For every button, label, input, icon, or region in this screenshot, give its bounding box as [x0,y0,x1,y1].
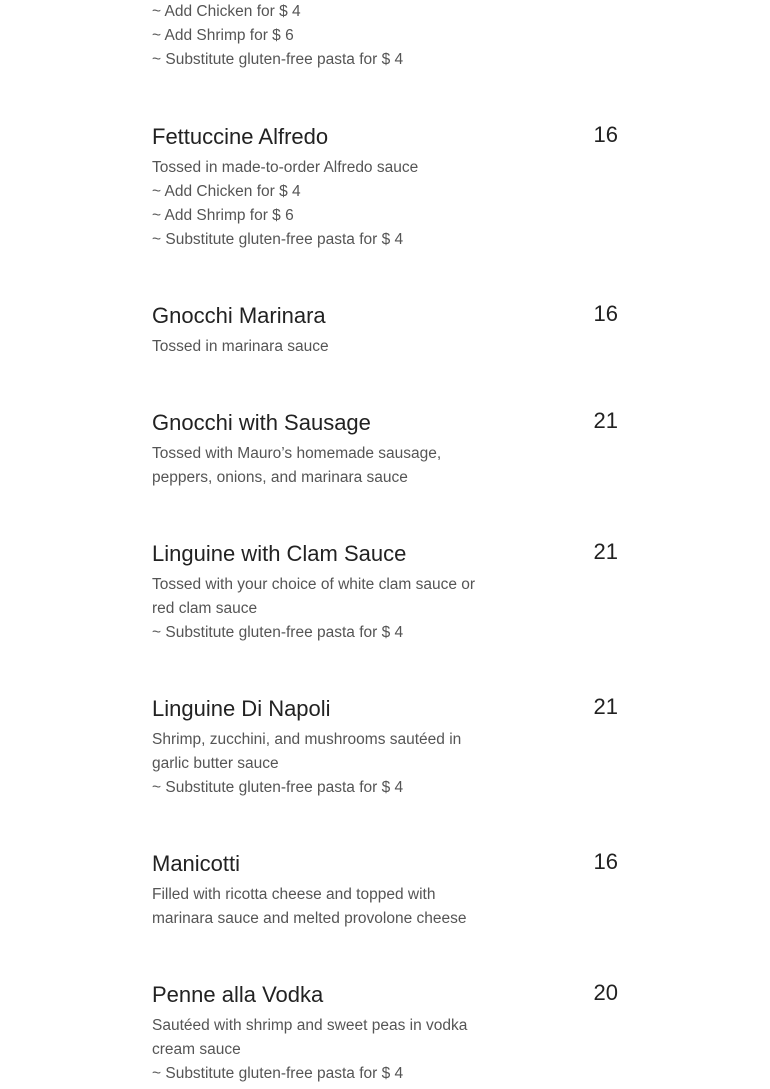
item-description-line: Sautéed with shrimp and sweet peas in vodka [152,1017,468,1034]
item-option-line: ~ Substitute gluten-free pasta for $ 4 [152,1065,404,1082]
item-description-line: Tossed in marinara sauce [152,338,329,355]
item-description-line: Shrimp, zucchini, and mushrooms sautéed in [152,731,462,748]
pasta-menu [152,0,618,1086]
item-description-line: marinara sauce and melted provolone cheese [152,910,467,927]
menu-item-gnocchi-marinara [152,301,618,359]
option-line: ~ Add Chicken for $ 4 [152,3,301,20]
item-description-line: garlic butter sauce [152,755,279,772]
item-description-line: peppers, onions, and marinara sauce [152,469,408,486]
item-option-line: ~ Add Shrimp for $ 6 [152,207,294,224]
item-price: 16 [593,122,618,147]
item-description-line: Filled with ricotta cheese and topped with [152,886,436,903]
option-line: ~ Substitute gluten-free pasta for $ 4 [152,51,404,68]
item-description-line: red clam sauce [152,600,258,617]
item-option-line: ~ Add Chicken for $ 4 [152,183,301,200]
menu-item-gnocchi-with-sausage [152,408,618,490]
option-line: ~ Add Shrimp for $ 6 [152,27,294,44]
item-option-line: ~ Substitute gluten-free pasta for $ 4 [152,624,404,641]
menu-item-penne-alla-vodka [152,980,618,1086]
item-name: Gnocchi Marinara [152,303,326,328]
item-price: 21 [593,539,618,564]
menu-item-linguine-with-clam-sauce [152,539,618,645]
item-name: Manicotti [152,851,241,876]
item-price: 20 [593,980,618,1005]
item-price: 21 [593,694,618,719]
item-price: 21 [593,408,618,433]
menu-item-manicotti [152,849,618,931]
item-price: 16 [593,849,618,874]
item-option-line: ~ Substitute gluten-free pasta for $ 4 [152,779,404,796]
item-name: Penne alla Vodka [152,982,324,1007]
item-name: Linguine with Clam Sauce [152,541,407,566]
item-description-line: Tossed with Mauro’s homemade sausage, [152,445,442,462]
item-description-line: cream sauce [152,1041,241,1058]
item-name: Gnocchi with Sausage [152,410,371,435]
item-description-line: Tossed with your choice of white clam sauce or [152,576,476,593]
item-price: 16 [593,301,618,326]
menu-item-fettuccine-alfredo [152,122,618,252]
item-name: Fettuccine Alfredo [152,124,329,149]
item-option-line: ~ Substitute gluten-free pasta for $ 4 [152,231,404,248]
item-name: Linguine Di Napoli [152,696,331,721]
item-description-line: Tossed in made-to-order Alfredo sauce [152,159,419,176]
menu-item-linguine-di-napoli [152,694,618,800]
previous-item-options [152,0,618,72]
